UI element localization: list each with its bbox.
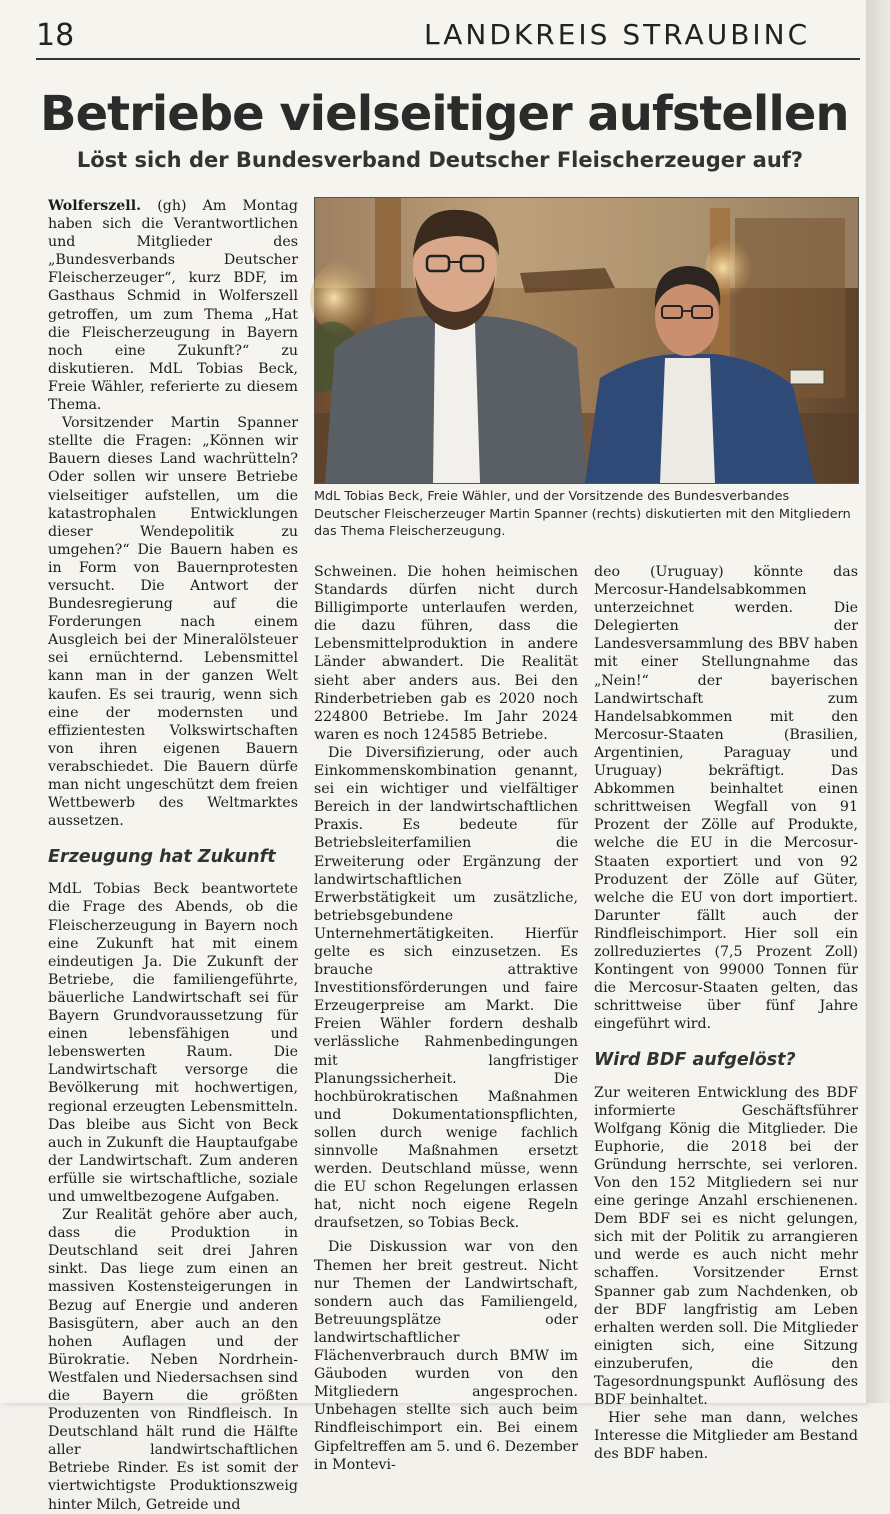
- page-edge: [866, 0, 890, 1403]
- page-number: 18: [36, 18, 75, 53]
- subhead-erzeugung: Erzeugung hat Zukunft: [48, 847, 276, 868]
- paragraph: Vorsitzender Martin Spanner stellte die Fragen: „Können wir Bauern dieses Land wachrütteln? Oder sollen wir unsere Betriebe vielseitiger aufstellen, um die katastrophalen Entwicklungen dieser Wendepolitik zu umgehen?“ Die Bauern haben es in Form von Bauernprotesten versucht. Die Antwort der Bundesregierung auf die Forderungen nach einem Ausgleich bei der Mineralölsteuer sei ernüchternd. Lebensmittel kann man in der ganzen Welt kaufen. Es sei traurig, wenn sich eine der modernsten und effizientesten Volkswirtschaften von ihren eigenen Bauern verabschiedet. Die Bauern dürfe man nicht ungeschützt dem freien Wettbewerb des Weltmarktes aussetzen.: [48, 415, 298, 830]
- paragraph: Zur Realität gehöre aber auch, dass die Produktion in Deutschland seit drei Jahren sinkt. Das liege zum einen an massiven Kostensteigerungen in Bezug auf Energie und anderen Basisgütern, aber auch an den hohen Auflagen und der Bürokratie. Neben Nordrhein-Westfalen und Niedersachsen sind die Bayern die größten Produzenten von Rindfleisch. In Deutschland hält rund die Hälfte aller landwirtschaftlichen Betriebe Rinder. Es ist somit der viertwichtigste Produktionszweig hinter Milch, Getreide und: [48, 1207, 298, 1513]
- intro-paragraph: [48, 197, 298, 414]
- column-3: [594, 563, 858, 1463]
- paragraph: Schweinen. Die hohen heimischen Standards dürfen nicht durch Billigimporte unterlaufen werden, die dazu führen, dass die Lebensmittelproduktion in andere Länder abwandert. Die Realität sieht aber anders aus. Bei den Rinderbetrieben gab es 2020 noch 224800 Betriebe. Im Jahr 2024 waren es noch 124585 Betriebe.: [314, 564, 578, 743]
- header-rule: [36, 58, 860, 60]
- paragraph: Die Diversifizierung, oder auch Einkommenskombination genannt, sei ein wichtiger und vielfältiger Bereich in der landwirtschaftlichen Praxis. Es bedeute für Betriebsleiterfamilien die Erweiterung oder Ergänzung der landwirtschaftlichen Erwerbstätigkeit um zusätzliche, betriebsgebundene Unternehmertätigkeiten. Hierfür gelte es sich einzusetzen. Es brauche attraktive Investitionsförderungen und faire Erzeugerpreise am Markt. Die Freien Wähler fordern deshalb verlässliche Rahmenbedingungen mit langfristiger Planungssicherheit. Die hochbürokratischen Maßnahmen und Dokumentationspflichten, sollen durch wenige fachlich sinnvolle Maßnahmen ersetzt werden. Deutschland müsse, wenn die EU schon Regelungen erlassen hat, nicht noch eigene Regeln draufsetzen, so Tobias Beck.: [314, 744, 578, 1232]
- dateline: Wolferszell.: [48, 198, 142, 214]
- column-2: [314, 563, 578, 1473]
- subhead-bdf: Wird BDF aufgelöst?: [594, 1050, 796, 1071]
- photo-caption: MdL Tobias Beck, Freie Wähler, und der Vorsitzende des Bundesverbandes Deutscher Fleischerzeuger Martin Spanner (rechts) diskutierten mit den Mitgliedern das Thema Fleischerzeugung.: [314, 489, 851, 539]
- paragraph: deo (Uruguay) könnte das Mercosur-Handelsabkommen unterzeichnet werden. Die Delegierten der Landesversammlung des BBV haben mit einer Stellungnahme das „Nein!“ der bayerischen Landwirtschaft zum Handelsabkommen mit den Mercosur-Staaten (Brasilien, Argentinien, Paraguay und Uruguay) bekräftigt. Das Abkommen beinhaltet einen schrittweisen Wegfall von 91 Prozent der Zölle auf Produkte, welche die EU in die Mercosur-Staaten exportiert und von 92 Produzent der Zölle auf Güter, welche die EU von dort importiert. Darunter fällt auch der Rindfleischimport. Hier soll ein zollreduziertes (7,5 Prozent Zoll) Kontingent von 99000 Tonnen für die Mercosur-Staaten gelten, das schrittweise über fünf Jahre eingeführt wird.: [594, 564, 858, 1033]
- section-title: LANDKREIS STRAUBINC: [424, 18, 811, 51]
- photo-two-men-icon: [314, 197, 859, 484]
- intro-text: (gh) Am Montag haben sich die Verantwortlichen und Mitglieder des „Bundesverbands Deutscher Fleischerzeuger“, kurz BDF, im Gasthaus Schmid in Wolferszell getroffen, um zum Thema „Hat die Fleischerzeugung in Bayern noch eine Zukunft?“ zu diskutieren. MdL Tobias Beck, Freie Wähler, referierte zu diesem Thema.: [48, 198, 298, 414]
- column-1: [48, 197, 298, 1513]
- paragraph: Die Diskussion war von den Themen her breit gestreut. Nicht nur Themen der Landwirtschaft, sondern auch das Familiengeld, Betreuungsplätze oder landwirtschaftlicher Flächenverbrauch durch BMW im Gäuboden wurden von den Mitgliedern angesprochen. Unbehagen stellte sich auch beim Rindfleischimport ein. Bei einem Gipfeltreffen am 5. und 6. Dezember in Montevi-: [314, 1239, 578, 1473]
- page-header: [36, 18, 860, 58]
- subheadline: Löst sich der Bundesverband Deutscher Fleischerzeuger auf?: [76, 148, 804, 172]
- paragraph: Hier sehe man dann, welches Interesse die Mitglieder am Bestand des BDF haben.: [594, 1410, 858, 1463]
- paragraph: Zur weiteren Entwicklung des BDF informierte Geschäftsführer Wolfgang König die Mitglieder. Die Euphorie, die 2018 bei der Gründung herrschte, sei verloren. Von den 152 Mitgliedern sei nur eine geringe Anzahl erschienenen. Dem BDF sei es nicht gelungen, sich mit der Politik zu arrangieren und werde es auch nicht mehr schaffen. Vorsitzender Ernst Spanner gab zum Nachdenken, ob der BDF langfristig am Leben erhalten werden soll. Die Mitglieder einigten sich, eine Sitzung einzuberufen, die den Tagesordnungspunkt Auflösung des BDF beinhaltet.: [594, 1084, 858, 1409]
- headline: Betriebe vielseitiger aufstellen: [40, 86, 849, 142]
- paragraph: MdL Tobias Beck beantwortete die Frage des Abends, ob die Fleischerzeugung in Bayern noch eine Zukunft hat mit einem eindeutigen Ja. Die Zukunft der Betriebe, die familiengeführte, bäuerliche Landwirtschaft sei für Bayern Grundvoraussetzung für einen lebensfähigen und lebenswerten Raum. Die Landwirtschaft versorge die Bevölkerung mit hochwertigen, regional erzeugten Lebensmitteln. Das bleibe aus Sicht von Beck auch in Zukunft die Hauptaufgabe der Landwirtschaft. Zum anderen erfülle sie wirtschaftliche, soziale und umweltbezogene Aufgaben.: [48, 881, 298, 1205]
